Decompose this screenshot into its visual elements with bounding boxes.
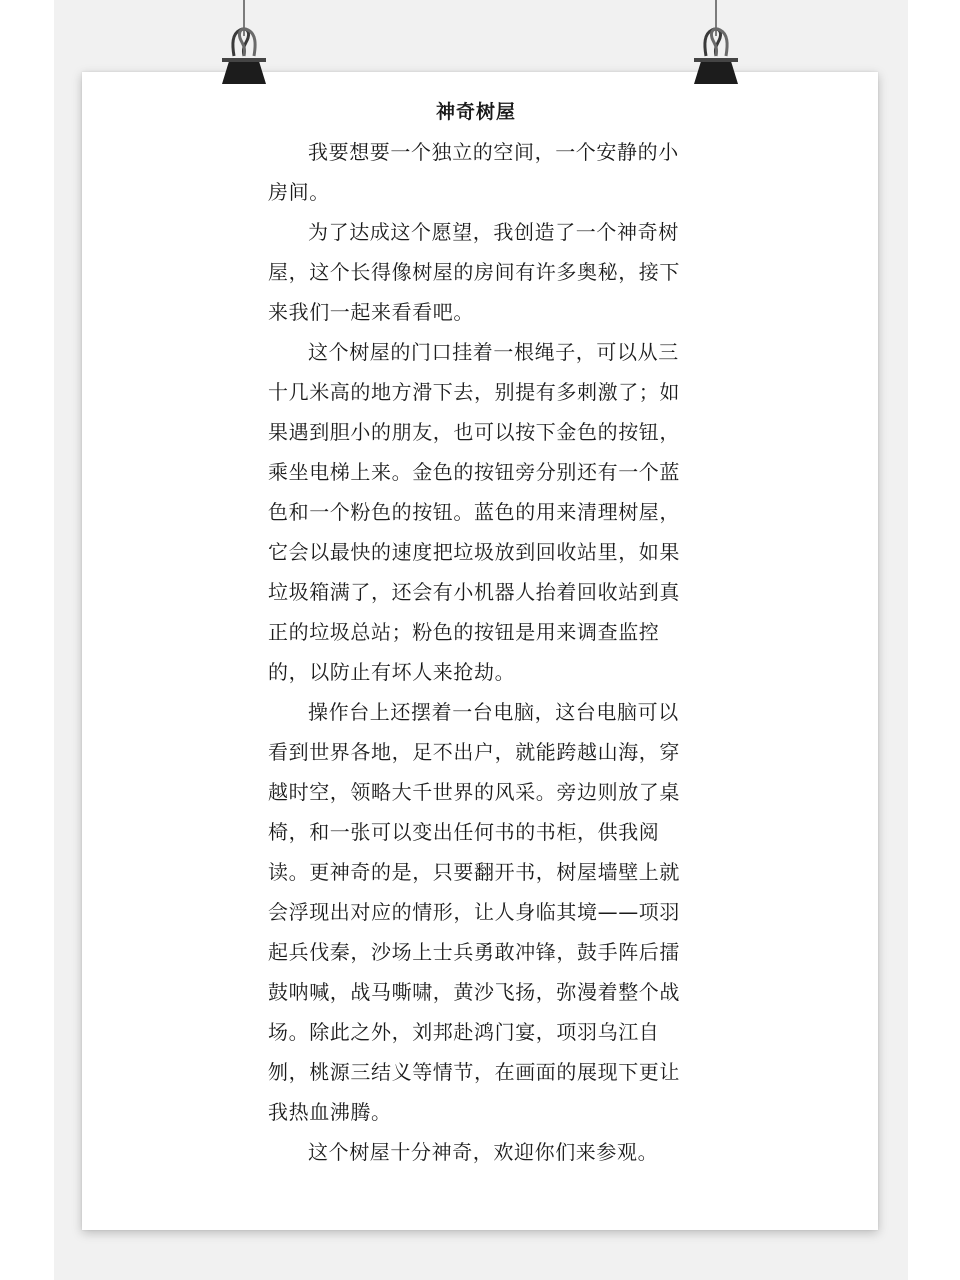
paragraph-1: 我要想要一个独立的空间，一个安静的小房间。 bbox=[268, 140, 679, 204]
essay-title: 神奇树屋 bbox=[435, 101, 516, 123]
paragraph-5: 这个树屋十分神奇，欢迎你们来参观。 bbox=[308, 1140, 659, 1164]
paragraph-4: 操作台上还摆着一台电脑，这台电脑可以看到世界各地，足不出户，就能跨越山海，穿越时空，领略大千世界的风采。旁边则放了桌椅，和一张可以变出任何书的书柜，供我阅读。更神奇的是，只要翻开书，树屋墙壁上就会浮现出对应的情形，让人身临其境——项羽起兵伐秦，沙场上士兵勇敢冲锋，鼓手阵后擂鼓呐喊，战马嘶啸，黄沙飞扬，弥漫着整个战场。除此之外，刘邦赴鸿门宴，项羽乌江自刎，桃源三结义等情节，在画面的展现下更让我热血沸腾。 bbox=[268, 700, 680, 1124]
binder-clip-icon bbox=[686, 0, 746, 92]
essay-body bbox=[268, 92, 698, 1172]
paragraph-3: 这个树屋的门口挂着一根绳子，可以从三十几米高的地方滑下去，别提有多刺激了；如果遇到胆小的朋友，也可以按下金色的按钮，乘坐电梯上来。金色的按钮旁分别还有一个蓝色和一个粉色的按钮。蓝色的用来清理树屋，它会以最快的速度把垃圾放到回收站里，如果垃圾箱满了，还会有小机器人抬着回收站到真正的垃圾总站；粉色的按钮是用来调查监控的，以防止有坏人来抢劫。 bbox=[268, 340, 680, 684]
paragraph-2: 为了达成这个愿望，我创造了一个神奇树屋，这个长得像树屋的房间有许多奥秘，接下来我们一起来看看吧。 bbox=[268, 220, 680, 324]
binder-clip-icon bbox=[214, 0, 274, 92]
